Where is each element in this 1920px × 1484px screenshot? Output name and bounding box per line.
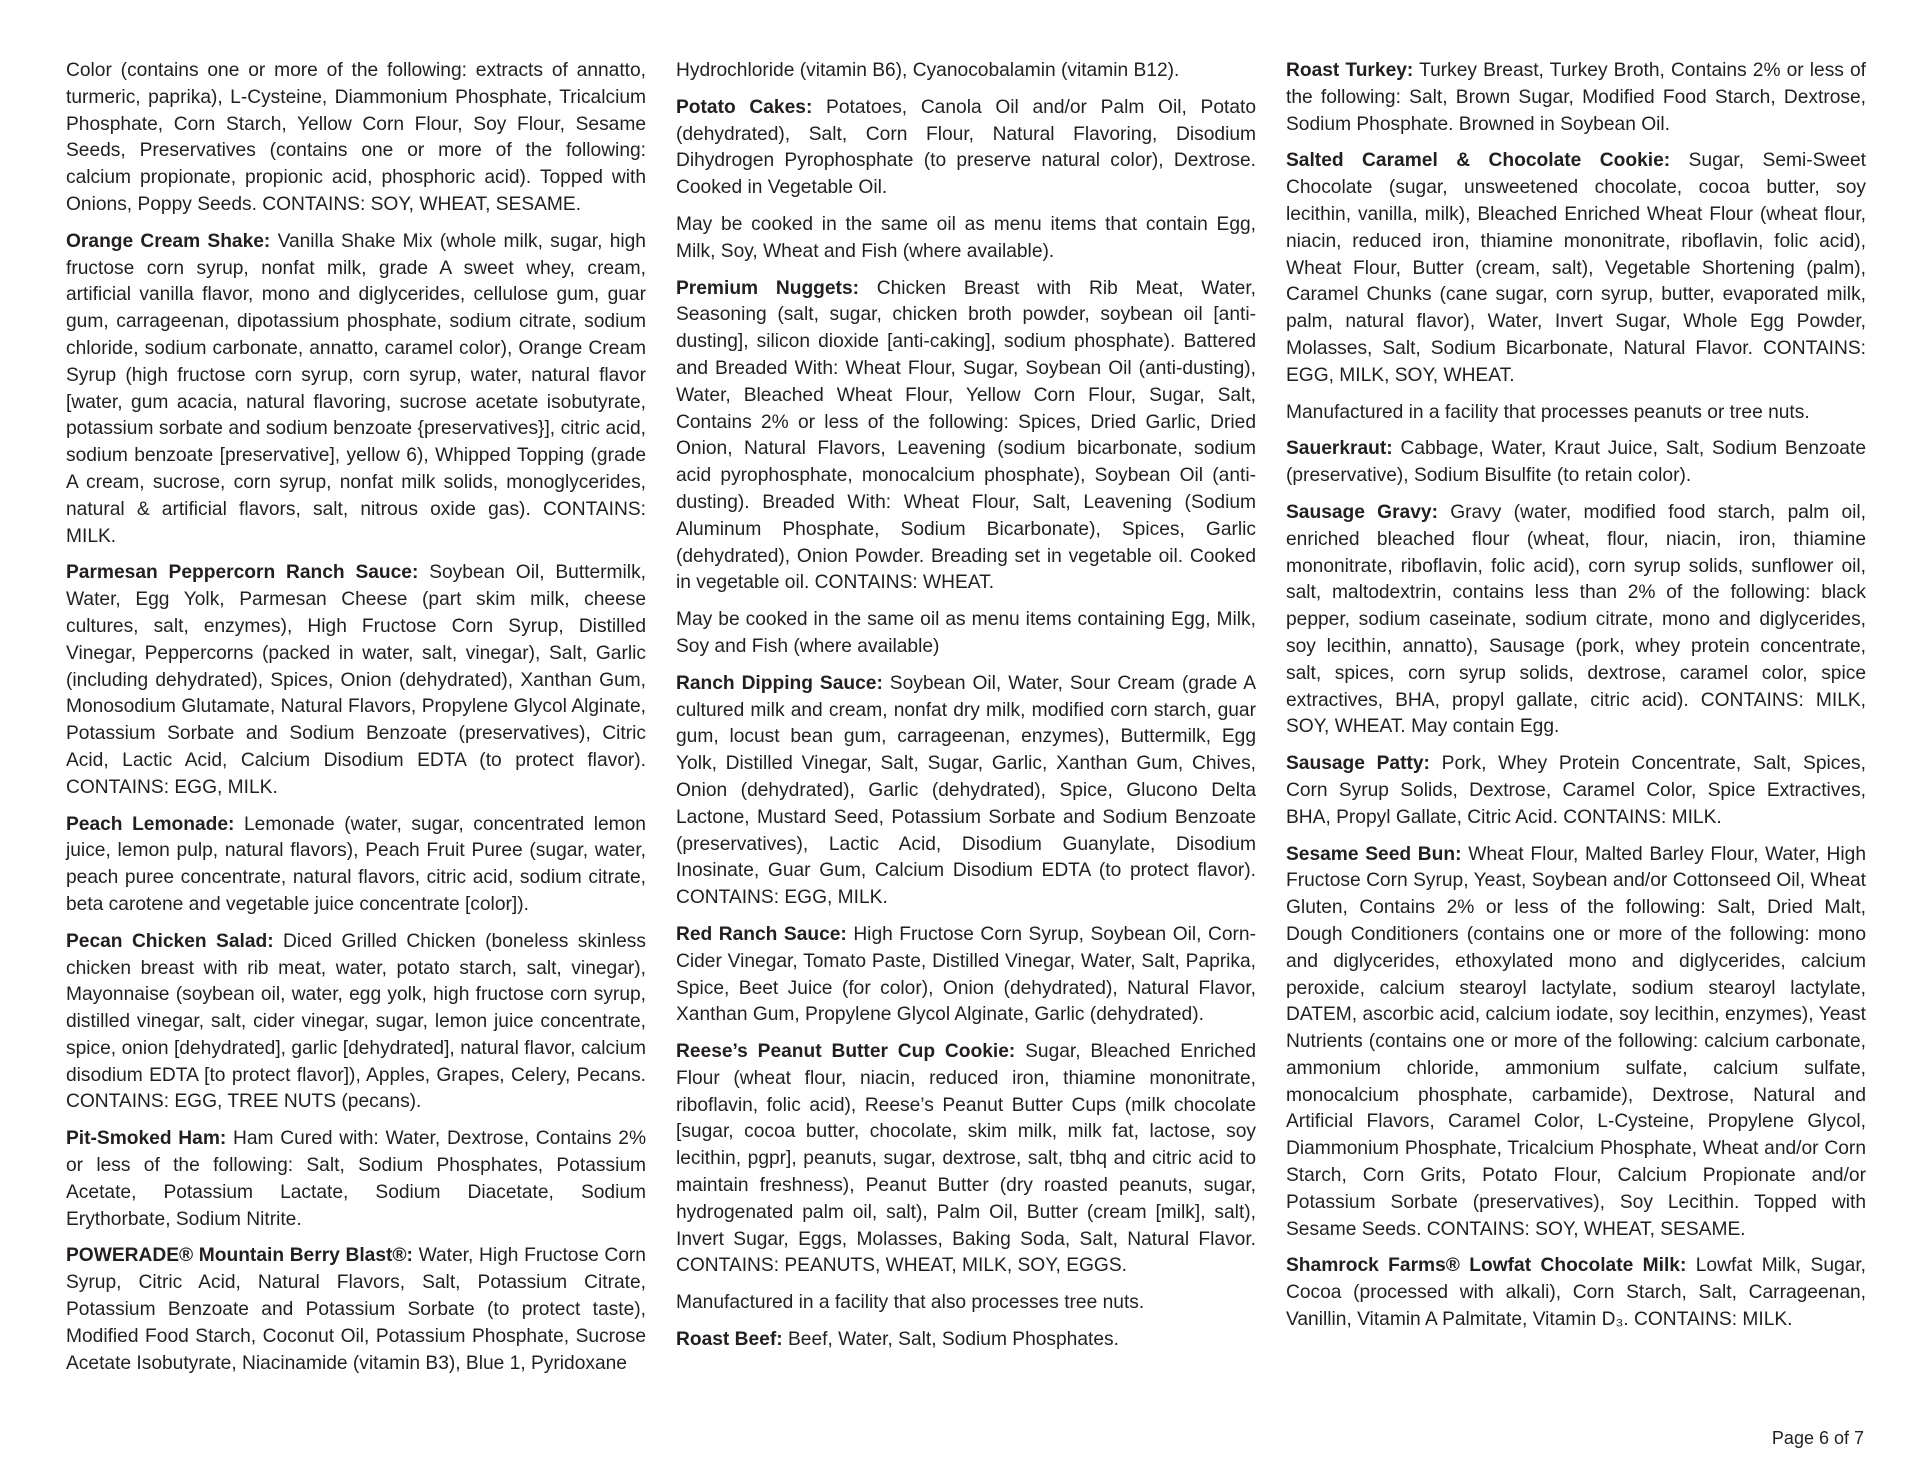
entry-title: Potato Cakes: [676,96,813,118]
entry-title: Ranch Dipping Sauce: [676,672,883,694]
ingredient-entry [66,812,646,919]
ingredient-entry [1286,751,1866,831]
entry-text: May be cooked in the same oil as menu items containing Egg, Milk, Soy and Fish (where available) [676,609,1256,657]
column-1 [66,58,646,1387]
entry-title: Shamrock Farms® Lowfat Chocolate Milk: [1286,1255,1687,1277]
entry-text: Turkey Breast, Turkey Broth, Contains 2% or less of the following: Salt, Brown Sugar, Modified Food Starch, Dextrose, Sodium Phosphate. Browned in Soybean Oil. [1286,60,1867,135]
ingredient-note [676,212,1256,266]
ingredient-entry [676,95,1256,202]
entry-title: Roast Beef: [676,1329,783,1351]
entry-title: Pecan Chicken Salad: [66,930,274,952]
ingredient-note [1286,400,1866,427]
ingredient-entry [676,1039,1256,1280]
column-2 [676,58,1256,1364]
entry-text: Cabbage, Water, Kraut Juice, Salt, Sodium Benzoate (preservative), Sodium Bisulfite (to retain color). [1286,438,1866,487]
page-number: Page 6 of 7 [1771,1428,1864,1448]
entry-title: Reese’s Peanut Butter Cup Cookie: [676,1041,1016,1063]
entry-text: Color (contains one or more of the following: extracts of annatto, turmeric, paprika), L-Cysteine, Diammonium Phosphate, Tricalcium Phosphate, Corn Starch, Yellow Corn Flour, Soy Flour, Sesame Seeds, Preservatives (contains one or more of the following: calcium propionate, propionic acid, phosphoric acid). Topped with Onions, Poppy Seeds. CONTAINS: SOY, WHEAT, SESAME. [66,60,646,215]
ingredient-note [676,607,1256,661]
ingredient-entry [1286,842,1866,1244]
entry-text: Manufactured in a facility that processes peanuts or tree nuts. [1286,401,1810,423]
ingredient-entry [66,1243,646,1377]
entry-text: Soybean Oil, Water, Sour Cream (grade A cultured milk and cream, nonfat dry milk, modified corn starch, guar gum, locust bean gum, carrageenan, enzymes), Buttermilk, Egg Yolk, Distilled Vinegar, Salt, Sugar, Garlic, Xanthan Gum, Chives, Onion (dehydrated), Garlic (dehydrated), Spice, Glucono Delta Lactone, Mustard Seed, Potassium Sorbate and Sodium Benzoate (preservatives), Lactic Acid, Disodium Guanylate, Disodium Inosinate, Guar Gum, Calcium Disodium EDTA (to protect flavor). CONTAINS: EGG, MILK. [676,672,1256,909]
entry-title: Salted Caramel & Chocolate Cookie: [1286,150,1671,172]
entry-title: Premium Nuggets: [676,277,860,299]
entry-title: POWERADE® Mountain Berry Blast®: [66,1245,413,1267]
entry-text: Manufactured in a facility that also processes tree nuts. [676,1292,1145,1314]
entry-text: Sugar, Semi-Sweet Chocolate (sugar, unsweetened chocolate, cocoa butter, soy lecithin, vanilla, milk), Bleached Enriched Wheat Flour (wheat flour, niacin, reduced iron, thiamine mononitrate, riboflavin, folic acid), Wheat Flour, Butter (cream, salt), Vegetable Shortening (palm), Caramel Chunks (cane sugar, corn syrup, butter, evaporated milk, palm, natural flavor), Water, Invert Sugar, Whole Egg Powder, Molasses, Salt, Sodium Bicarbonate, Natural Flavor. CONTAINS: EGG, MILK, SOY, WHEAT. [1286,150,1866,386]
entry-title: Pit-Smoked Ham: [66,1128,227,1150]
entry-title: Sausage Patty: [1286,753,1430,775]
ingredient-note [66,58,646,219]
entry-title: Peach Lemonade: [66,813,235,835]
entry-text: Lemonade (water, sugar, concentrated lemon juice, lemon pulp, natural flavors), Peach Fruit Puree (sugar, water, peach puree concentrate, natural flavors, citric acid, sodium citrate, beta carotene and vegetable juice concentrate [color]). [66,813,646,915]
entry-text: Ham Cured with: Water, Dextrose, Contains 2% or less of the following: Salt, Sodium Phosphates, Potassium Acetate, Potassium Lactate, Sodium Diacetate, Sodium Erythorbate, Sodium Nitrite. [66,1128,647,1230]
ingredient-entry [676,1327,1256,1354]
ingredient-entry [676,671,1256,912]
entry-text: Diced Grilled Chicken (boneless skinless chicken breast with rib meat, water, potato starch, salt, vinegar), Mayonnaise (soybean oil, water, egg yolk, high fructose corn syrup, distilled vinegar, salt, cider vinegar, sugar, lemon juice concentrate, spice, onion [dehydrated], garlic [dehydrated], natural flavor, calcium disodium EDTA [to protect flavor]), Apples, Grapes, Celery, Pecans. CONTAINS: EGG, TREE NUTS (pecans). [66,930,646,1113]
entry-text: Lowfat Milk, Sugar, Cocoa (processed with alkali), Corn Starch, Salt, Carrageenan, Vanillin, Vitamin A Palmitate, Vitamin D₃. CONTAINS: MILK. [1286,1255,1866,1331]
entry-text: Chicken Breast with Rib Meat, Water, Seasoning (salt, sugar, chicken broth powder, soybean oil [anti-dusting], silicon dioxide [anti-caking], sodium phosphate). Battered and Breaded With: Wheat Flour, Sugar, Soybean Oil (anti-dusting), Water, Bleached Wheat Flour, Yellow Corn Flour, Sugar, Salt, Contains 2% or less of the following: Spices, Dried Garlic, Dried Onion, Natural Flavors, Leavening (sodium bicarbonate, sodium acid pyrophosphate, monocalcium phosphate), Soybean Oil (anti-dusting). Breaded With: Wheat Flour, Salt, Leavening (Sodium Aluminum Phosphate, Sodium Bicarbonate), Spices, Garlic (dehydrated), Onion Powder. Breading set in vegetable oil. Cooked in vegetable oil. CONTAINS: WHEAT. [676,277,1256,594]
entry-text: Soybean Oil, Buttermilk, Water, Egg Yolk, Parmesan Cheese (part skim milk, cheese cultures, salt, enzymes), High Fructose Corn Syrup, Distilled Vinegar, Peppercorns (packed in water, salt, vinegar), Salt, Garlic (including dehydrated), Spices, Onion (dehydrated), Xanthan Gum, Monosodium Glutamate, Natural Flavors, Propylene Glycol Alginate, Potassium Sorbate and Sodium Benzoate (preservatives), Citric Acid, Lactic Acid, Calcium Disodium EDTA (to protect flavor). CONTAINS: EGG, MILK. [66,562,646,798]
ingredient-entry [66,229,646,551]
ingredient-entry [1286,1253,1866,1333]
entry-text: May be cooked in the same oil as menu items that contain Egg, Milk, Soy, Wheat and Fish (where available). [676,213,1256,262]
ingredient-entry [66,929,646,1117]
column-3 [1286,58,1866,1344]
entry-title: Sauerkraut: [1286,438,1393,460]
entry-text: Hydrochloride (vitamin B6), Cyanocobalamin (vitamin B12). [676,60,1180,81]
ingredient-note [676,58,1256,85]
entry-text: Pork, Whey Protein Concentrate, Salt, Spices, Corn Syrup Solids, Dextrose, Caramel Color, Spice Extractives, BHA, Propyl Gallate, Citric Acid. CONTAINS: MILK. [1286,753,1866,828]
ingredient-entry [1286,58,1866,138]
entry-text: Potatoes, Canola Oil and/or Palm Oil, Potato (dehydrated), Salt, Corn Flour, Natural Flavoring, Disodium Dihydrogen Pyrophosphate (to preserve natural color), Dextrose. Cooked in Vegetable Oil. [676,96,1256,199]
ingredient-entry [66,560,646,801]
entry-text: High Fructose Corn Syrup, Soybean Oil, Corn-Cider Vinegar, Tomato Paste, Distilled Vinegar, Water, Salt, Paprika, Spice, Beet Juice (for color), Onion (dehydrated), Natural Flavor, Xanthan Gum, Propylene Glycol Alginate, Garlic (dehydrated). [676,923,1256,1026]
ingredient-entry [1286,500,1866,741]
ingredient-entry [1286,436,1866,490]
entry-title: Parmesan Peppercorn Ranch Sauce: [66,562,419,584]
ingredient-entry [676,922,1256,1029]
entry-text: Gravy (water, modified food starch, palm oil, enriched bleached flour (wheat, flour, niacin, iron, thiamine mononitrate, riboflavin, folic acid), corn syrup solids, sunflower oil, salt, maltodextrin, contains less than 2% of the following: black pepper, sodium caseinate, sodium citrate, mono and diglycerides, soy lecithin, annatto), Sausage (pork, whey protein concentrate, salt, spices, corn syrup solids, dextrose, caramel color, spice extractives, BHA, propyl gallate, citric acid). CONTAINS: MILK, SOY, WHEAT. May contain Egg. [1286,501,1866,738]
entry-text: Beef, Water, Salt, Sodium Phosphates. [787,1329,1119,1351]
entry-title: Red Ranch Sauce: [676,923,847,945]
entry-title: Sausage Gravy: [1286,501,1438,523]
entry-title: Sesame Seed Bun: [1286,843,1462,865]
entry-text: Wheat Flour, Malted Barley Flour, Water, High Fructose Corn Syrup, Yeast, Soybean and/or Cottonseed Oil, Wheat Gluten, Contains 2% or less of the following: Salt, Dried Malt, Dough Conditioners (contains one or more of the following: mono and diglycerides, ethoxylated mono and diglycerides, calcium peroxide, calcium stearoyl lactylate, sodium stearoyl lactylate, DATEM, ascorbic acid, calcium iodate, soy lecithin, enzymes), Yeast Nutrients (contains one or more of the following: calcium carbonate, ammonium chloride, ammonium sulfate, calcium sulfate, monocalcium phosphate, carbamide), Dextrose, Natural and Artificial Flavors, Caramel Color, L-Cysteine, Propylene Glycol, Diammonium Phosphate, Tricalcium Phosphate, Wheat and/or Corn Starch, Corn Grits, Potato Flour, Calcium Propionate and/or Potassium Sorbate (preservatives), Soy Lecithin. Topped with Sesame Seeds. CONTAINS: SOY, WHEAT, SESAME. [1286,843,1866,1240]
ingredient-note [676,1290,1256,1317]
entry-text: Sugar, Bleached Enriched Flour (wheat flour, niacin, reduced iron, thiamine mononitrate, riboflavin, folic acid), Reese’s Peanut Butter Cups (milk chocolate [sugar, cocoa butter, chocolate, skim milk, milk fat, lactose, soy lecithin, pgpr], peanuts, sugar, dextrose, salt, tbhq and citric acid to maintain freshness), Peanut Butter (dry roasted peanuts, sugar, hydrogenated palm oil, salt), Palm Oil, Butter (cream [milk], salt), Invert Sugar, Eggs, Molasses, Baking Soda, Salt, Natural Flavor. CONTAINS: PEANUTS, WHEAT, MILK, SOY, EGGS. [676,1041,1256,1277]
ingredient-entry [66,1126,646,1233]
entry-title: Roast Turkey: [1286,60,1414,81]
ingredient-entry [1286,148,1866,389]
ingredient-entry [676,276,1256,598]
entry-text: Water, High Fructose Corn Syrup, Citric Acid, Natural Flavors, Salt, Potassium Citrate, Potassium Benzoate and Potassium Sorbate (to protect taste), Modified Food Starch, Coconut Oil, Potassium Phosphate, Sucrose Acetate Isobutyrate, Niacinamide (vitamin B3), Blue 1, Pyridoxane [66,1245,646,1374]
ingredient-columns [0,58,1920,1438]
entry-text: Vanilla Shake Mix (whole milk, sugar, high fructose corn syrup, nonfat milk, grade A sweet whey, cream, artificial vanilla flavor, mono and diglycerides, cellulose gum, guar gum, carrageenan, dipotassium phosphate, sodium citrate, sodium chloride, sodium carbonate, annatto, caramel color), Orange Cream Syrup (high fructose corn syrup, corn syrup, water, natural flavor [water, gum acacia, natural flavoring, sucrose acetate isobutyrate, potassium sorbate and sodium benzoate {preservatives}], citric acid, sodium benzoate [preservative], yellow 6), Whipped Topping (grade A cream, sucrose, corn syrup, nonfat milk solids, monoglycerides, natural & artificial flavors, salt, nitrous oxide gas). CONTAINS: MILK. [66,230,646,547]
entry-title: Orange Cream Shake: [66,230,271,252]
